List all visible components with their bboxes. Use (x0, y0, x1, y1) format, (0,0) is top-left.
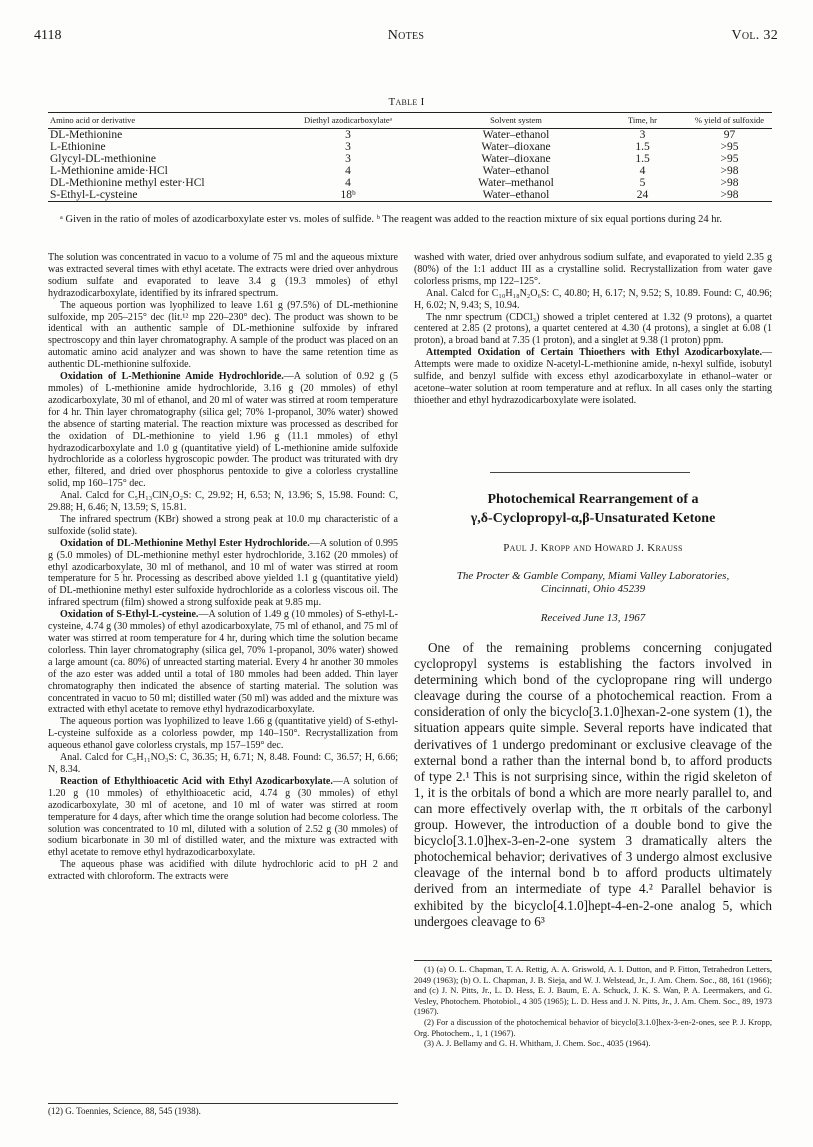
column-header: Time, hr (598, 113, 687, 129)
paragraph-text: —A solution of 0.995 g (5.0 mmoles) of DL-methionine methyl ester hydrochloride, 3.162 (20 mmoles) of ethyl azodicarboxylate, 30 ml of methanol, and 10 ml of water was stirred at room temperature for 5 hr. Processing as described above yielded 1.1 g (quantitative yield) of DL-methionine methyl ester sulfoxide hydrochloride as a colorless viscous oil. The infrared spectrum (film) showed a strong sulfoxide peak at 9.85 mμ. (48, 537, 398, 609)
footnote: (3) A. J. Bellamy and G. H. Whitham, J. Chem. Soc., 4035 (1964). (424, 1038, 651, 1049)
table-cell: S-Ethyl-L-cysteine (48, 189, 262, 202)
column-header: % yield of sulfoxide (687, 113, 772, 129)
paragraph-text: Anal. Calcd for C₅H₁₁NO₃S: C, 36.35; H, 6.71; N, 8.48. Found: C, 36.57; H, 6.66; N, 8.34. (48, 752, 398, 775)
paragraph (414, 347, 772, 407)
page-number: 4118 (34, 28, 62, 43)
article-body (414, 640, 772, 930)
affiliation-line: Cincinnati, Ohio 45239 (540, 583, 646, 595)
paragraph-text: —A solution of 0.92 g (5 mmoles) of L-methionine amide hydrochloride, 3.16 g (20 mmoles) of ethyl azodicarboxylate, 30 ml of ethanol, and 20 ml of water was stirred at room temperature for 4 hr. Thin layer chromatography (silica gel; 70% 1-propanol, 30% water) showed the absence of starting material. The reaction mixture was processed as described for the oxidation of DL-methionine to yield 1.96 g (11.1 mmoles) of ethyl hydrazodicarboxylate and 1.0 g (quantitative yield) of L-methionine amide sulfoxide hydrochloride as a colorless hygroscopic powder. The product was triturated with dry ether, filtered, and dried over phosphorus pentoxide to give a colorless crystalline solid, mp 160–175° dec. (48, 371, 398, 490)
section-name: Notes (387, 28, 425, 43)
right-column (414, 252, 772, 407)
table-cell: DL-Methionine methyl ester·HCl (50, 177, 205, 189)
table-cell: 1.5 (635, 141, 650, 153)
table-row (48, 141, 772, 153)
table-cell: Water–dioxane (481, 153, 551, 165)
table-cell: >98 (720, 165, 739, 177)
article-title-line: γ,δ-Cyclopropyl-α,β-Unsaturated Ketone (470, 511, 716, 526)
table-cell: >95 (720, 141, 739, 153)
paragraph-heading: Reaction of Ethylthioacetic Acid with Ethyl Azodicarboxylate. (60, 775, 333, 787)
article-affiliation (414, 570, 772, 596)
article-paragraph: One of the remaining problems concerning conjugated cyclopropyl systems is establishing the factors involved in determining which bond of the cyclopropane ring will undergo cleavage during the course of a photochemical reaction. From a consideration of only the bicyclo[3.1.0]hexan-2-one system (1), the situation appears quite simple. Several reports have indicated that derivatives of 1 undergo predominant or exclusive cleavage of the external bond a rather than the internal bond b, to afford products of type 2.¹ This is not surprising since, within the rigid skeleton of 1, it is the orbitals of bond a which are more nearly parallel to, and can more effectively overlap with, the π orbitals of the carbonyl group. However, the introduction of a double bond to give the bicyclo[3.1.0]hex-3-en-2-one system 3 dramatically alters the photochemical behavior; derivatives of 3 undergo almost exclusive cleavage of the internal bond b to afford products ultimately derived from an intermediate of type 4.² Parallel behavior is exhibited by the bicyclo[4.1.0]hept-4-en-2-one analog 5, which undergoes cleavage to 6³ (414, 640, 772, 929)
paragraph (48, 300, 398, 371)
table-row (48, 129, 772, 142)
paragraph (414, 288, 772, 312)
paragraph-text: The aqueous portion was lyophilized to leave 1.66 g (quantitative yield) of S-ethyl-L-cysteine sulfoxide as a colorless powder, mp 140–150°. Recrystallization from aqueous ethanol gave colorless crystals, mp 157–159° dec. (48, 716, 398, 752)
running-header (34, 28, 778, 46)
volume-label: Vol. 32 (731, 28, 778, 43)
table-cell: 4 (639, 165, 646, 177)
paragraph-text: —A solution of 1.49 g (10 mmoles) of S-ethyl-L-cysteine, 4.74 g (30 mmoles) of ethyl azodicarboxylate, 75 ml of ethanol, and 75 ml of water was stirred at room temperature for 4 hr, during which time the solution became colorless. Thin layer chromatography (silica gel, 70% 1-propanol, 30% water) showed a large amount (ca. 80%) of unreacted starting material. Every 4 hr another 30 mmoles of the azo ester was added until a total of 180 mmoles had been added. Thin layer chromatography then indicated the absence of starting material. The solution was concentrated in vacuo to 50 ml; distilled water (50 ml) was added and the mixture was extracted with ethyl acetate to remove ethyl hydrazodicarboxylate. (48, 609, 398, 716)
column-header: Solvent system (434, 113, 598, 129)
table-cell: 5 (639, 177, 646, 189)
paragraph-text: The aqueous portion was lyophilized to leave 1.61 g (97.5%) of DL-methionine sulfoxide, mp 205–215° dec (lit.¹² mp 220–230° dec). The product was shown to be identical with an authentic sample of DL-methionine sulfoxide by infrared spectroscopy and thin layer chromatography. A sample of the product was placed on an automatic amino acid analyzer and was shown to have the same retention time as authentic DL-methionine sulfoxide. (48, 299, 398, 371)
paragraph-text: —Attempts were made to oxidize N-acetyl-L-methionine amide, n-hexyl sulfide, isobutyl sulfide, and benzyl sulfide with excess ethyl azodicarboxylate in ethanol–water or acetone–water solution at room temperature and at reflux. In all cases only the starting thioether and ethyl hydrazodicarboxylate were isolated. (414, 347, 772, 406)
paragraph (48, 716, 398, 752)
table-header-row (48, 113, 772, 129)
table-cell: >98 (720, 177, 739, 189)
table-cell: Glycyl-DL-methionine (50, 153, 157, 165)
paragraph-text: Anal. Calcd for C₅H₁₃ClN₂O₂S: C, 29.92; H, 6.53; N, 13.96; S, 15.98. Found: C, 29.88; H, 6.46; N, 13.59; S, 15.81. (48, 490, 398, 514)
paragraph-heading: Oxidation of L-Methionine Amide Hydrochloride. (60, 371, 284, 383)
paragraph (48, 538, 398, 609)
paragraph-text: washed with water, dried over anhydrous sodium sulfate, and evaporated to yield 2.35 g (80%) of the 1:1 adduct III as a crystalline solid. Recrystallization from water gave colorless prisms, mp 122–125°. (414, 252, 772, 287)
table-cell: 4 (345, 165, 351, 177)
table-cell: L-Methionine amide·HCl (50, 165, 168, 177)
affiliation-line: The Procter & Gamble Company, Miami Valley Laboratories, (456, 570, 730, 582)
data-table (48, 112, 772, 202)
paragraph (48, 252, 398, 300)
paragraph (414, 252, 772, 288)
table-row (48, 153, 772, 165)
table-cell: 97 (723, 129, 736, 141)
paragraph-heading: Oxidation of DL-Methionine Methyl Ester Hydrochloride. (60, 537, 310, 549)
table-cell: DL-Methionine (50, 129, 123, 141)
paragraph (48, 752, 398, 776)
paragraph (48, 776, 398, 859)
paragraph-heading: Oxidation of S-Ethyl-L-cysteine. (60, 609, 199, 621)
article-authors: Paul J. Kropp and Howard J. Krauss (503, 542, 683, 554)
table-cell: >95 (720, 153, 739, 165)
table-row (48, 165, 772, 177)
paragraph-heading: Attempted Oxidation of Certain Thioethers with Ethyl Azodicarboxylate. (426, 347, 762, 359)
footnote: (1) (a) O. L. Chapman, T. A. Rettig, A. A. Griswold, A. I. Dutton, and P. Fitton, Tetrahedron Letters, 2049 (1963); (b) O. L. Chapman, J. B. Sieja, and W. J. Welstead, Jr., J. Am. Chem. Soc., 88, 161 (1966); and (c) J. N. Pitts, Jr., L. D. Hess, E. J. Baum, E. A. Schuck, J. K. S. Wan, P. A. Leermakers, and G. Vesley, Photochem. Photobiol., 4 305 (1965); L. D. Hess and J. N. Pitts, Jr., J. Am. Chem. Soc., 89, 1973 (1967). (414, 964, 772, 1017)
paragraph-text: —A solution of 1.20 g (10 mmoles) of ethylthioacetic acid, 4.74 g (30 mmoles) of ethyl azodicarboxylate, 30 ml of acetone, and 10 ml of water was stirred at room temperature for 4 days, after which time the orange solution had become colorless. The solution was concentrated to 10 ml, diluted with a solution of 2.52 g (30 mmoles) of sodium bicarbonate in 30 ml of distilled water, and the mixture was extracted with ethyl acetate to remove ethyl hydrazodicarboxylate. (48, 775, 398, 859)
table-cell: Water–ethanol (482, 129, 550, 141)
column-header: Diethyl azodicarboxylateᵃ (262, 113, 434, 129)
table-cell: 3 (345, 141, 351, 153)
table-cell: 4 (345, 177, 351, 189)
column-header: Amino acid or derivative (48, 113, 262, 129)
paragraph-text: The infrared spectrum (KBr) showed a strong peak at 10.0 mμ characteristic of a sulfoxide (solid state). (48, 513, 398, 537)
table-row (48, 189, 772, 202)
paragraph (48, 371, 398, 490)
article-footnotes (414, 960, 772, 1049)
table-cell: Water–ethanol (482, 165, 550, 177)
table-cell: 18ᵇ (262, 189, 434, 202)
paragraph-text: Anal. Calcd for C₁₀H₁₈N₂O₆S: C, 40.80; H, 6.17; N, 9.52; S, 10.89. Found: C, 40.96; H, 6.02; N, 9.43; S, 10.94. (414, 287, 772, 311)
left-footnote: (12) G. Toennies, Science, 88, 545 (1938). (48, 1103, 398, 1117)
table-cell: Water–methanol (478, 177, 554, 189)
table-caption: Table I (388, 96, 425, 108)
table-cell: >98 (687, 189, 772, 202)
paragraph (48, 609, 398, 716)
section-divider (490, 472, 690, 473)
paragraph-text: The aqueous phase was acidified with dilute hydrochloric acid to pH 2 and extracted with chloroform. The extracts were (48, 859, 398, 883)
article-title (414, 490, 772, 528)
paragraph (48, 514, 398, 538)
paragraph (414, 312, 772, 348)
table-cell: Water–ethanol (434, 189, 598, 202)
table-cell: 24 (598, 189, 687, 202)
paragraph-text: The nmr spectrum (CDCl₃) showed a triplet centered at 1.32 (9 protons), a quartet centered at 2.85 (2 protons), a quartet centered at 4.30 (4 protons), a singlet at 6.08 (1 proton), a broad band at 7.35 (1 proton), and a singlet at 9.38 (1 proton) ppm. (414, 311, 772, 347)
table-cell: L-Ethionine (50, 141, 106, 153)
table-footnotes: ᵃ Given in the ratio of moles of azodicarboxylate ester vs. moles of sulfide. ᵇ The reagent was added to the reaction mixture of six equal portions during 24 hr. (60, 214, 722, 225)
table-cell: 3 (639, 129, 646, 141)
paragraph (48, 490, 398, 514)
left-column (48, 252, 398, 883)
received-date: Received June 13, 1967 (540, 612, 646, 624)
table-cell: Water–dioxane (481, 141, 551, 153)
table-row (48, 177, 772, 189)
footnote: (2) For a discussion of the photochemical behavior of bicyclo[3.1.0]hex-3-en-2-ones, see P. J. Kropp, Org. Photochem., 1, 1 (1967). (414, 1016, 772, 1038)
table-cell: 3 (345, 153, 351, 165)
paragraph-text: The solution was concentrated in vacuo to a volume of 75 ml and the aqueous mixture was extracted several times with ethyl acetate. The extracts were dried over anhydrous sodium sulfate and evaporated to leave 3.4 g (19.3 mmoles) of ethyl hydrazodicarboxylate, identified by its infrared spectrum. (48, 252, 398, 299)
table-cell: 3 (345, 129, 351, 141)
table-cell: 1.5 (635, 153, 650, 165)
paragraph (48, 859, 398, 883)
article-title-line: Photochemical Rearrangement of a (487, 492, 699, 507)
